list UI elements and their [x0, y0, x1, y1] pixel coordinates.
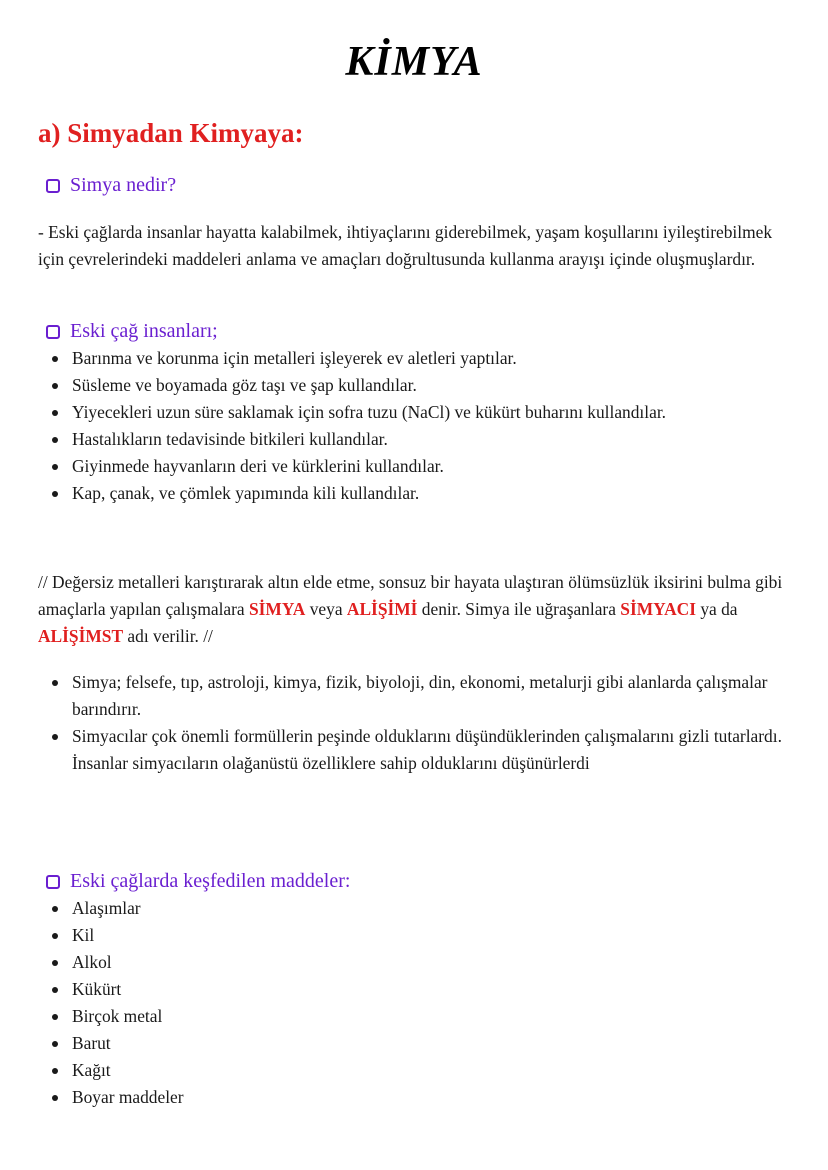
- term-alisimi: ALİŞİMİ: [346, 599, 418, 619]
- checkbox-icon: [46, 179, 60, 193]
- discovered-substances-list: [38, 895, 798, 1111]
- paragraph-text: // Değersiz metalleri karıştırarak altın elde etme, sonsuz bir hayata ulaştıran ölümsüzlük iksirini bulma gibi amaçlarla yapılan çalışmalara: [38, 572, 783, 619]
- paragraph-text: veya: [305, 599, 347, 619]
- list-item: Alkol: [38, 949, 798, 976]
- list-item: Barut: [38, 1030, 798, 1057]
- term-simyaci: SİMYACI: [620, 599, 696, 619]
- list-item: Simya; felsefe, tıp, astroloji, kimya, fizik, biyoloji, din, ekonomi, metalurji gibi alanlarda çalışmalar barındırır.: [38, 669, 798, 723]
- simya-term-paragraph: [38, 569, 790, 650]
- question-heading-simya: [46, 174, 176, 197]
- list-item: Birçok metal: [38, 1003, 798, 1030]
- checkbox-icon: [46, 325, 60, 339]
- list-item: Kil: [38, 922, 798, 949]
- page-title: KİMYA: [345, 39, 483, 85]
- question-heading-maddeler: [46, 870, 350, 893]
- paragraph-text: ya da: [695, 599, 738, 619]
- simya-definition-paragraph: - Eski çağlarda insanlar hayatta kalabilmek, ihtiyaçlarını giderebilmek, yaşam koşullarını iyileştirebilmek için çevrelerindeki maddeleri anlama ve amaçları doğrultusunda kullanma arayışı içinde oluşmuşlardır.: [38, 222, 773, 269]
- term-alisimst: ALİŞİMST: [38, 626, 124, 646]
- list-item: Alaşımlar: [38, 895, 798, 922]
- list-item: Barınma ve korunma için metalleri işleyerek ev aletleri yaptılar.: [38, 345, 798, 372]
- list-item: Süsleme ve boyamada göz taşı ve şap kullandılar.: [38, 372, 798, 399]
- list-item: Kağıt: [38, 1057, 798, 1084]
- list-item: Yiyecekleri uzun süre saklamak için sofra tuzu (NaCl) ve kükürt buharını kullandılar.: [38, 399, 798, 426]
- list-item: Kap, çanak, ve çömlek yapımında kili kullandılar.: [38, 480, 798, 507]
- simya-notes-list: [38, 669, 798, 777]
- list-item: Hastalıkların tedavisinde bitkileri kullandılar.: [38, 426, 798, 453]
- question-heading-label: Simya nedir?: [70, 174, 177, 196]
- ancient-uses-list: [38, 345, 798, 507]
- list-item: Boyar maddeler: [38, 1084, 798, 1111]
- question-heading-eski-cag: [46, 320, 218, 343]
- term-simya: SİMYA: [248, 599, 306, 619]
- question-heading-label: Eski çağ insanları;: [70, 320, 218, 342]
- question-heading-label: Eski çağlarda keşfedilen maddeler:: [70, 870, 351, 892]
- list-item: Giyinmede hayvanların deri ve kürklerini kullandılar.: [38, 453, 798, 480]
- checkbox-icon: [46, 875, 60, 889]
- list-item: Simyacılar çok önemli formüllerin peşinde olduklarını düşündüklerinden çalışmalarını gizli tutarlardı. İnsanlar simyacıların olağanüstü özelliklere sahip olduklarını düşünürlerdi: [38, 723, 798, 777]
- paragraph-text: denir. Simya ile uğraşanlara: [417, 599, 621, 619]
- list-item: Kükürt: [38, 976, 798, 1003]
- section-heading: a) Simyadan Kimyaya:: [38, 118, 304, 148]
- paragraph-text: adı verilir. //: [123, 626, 213, 646]
